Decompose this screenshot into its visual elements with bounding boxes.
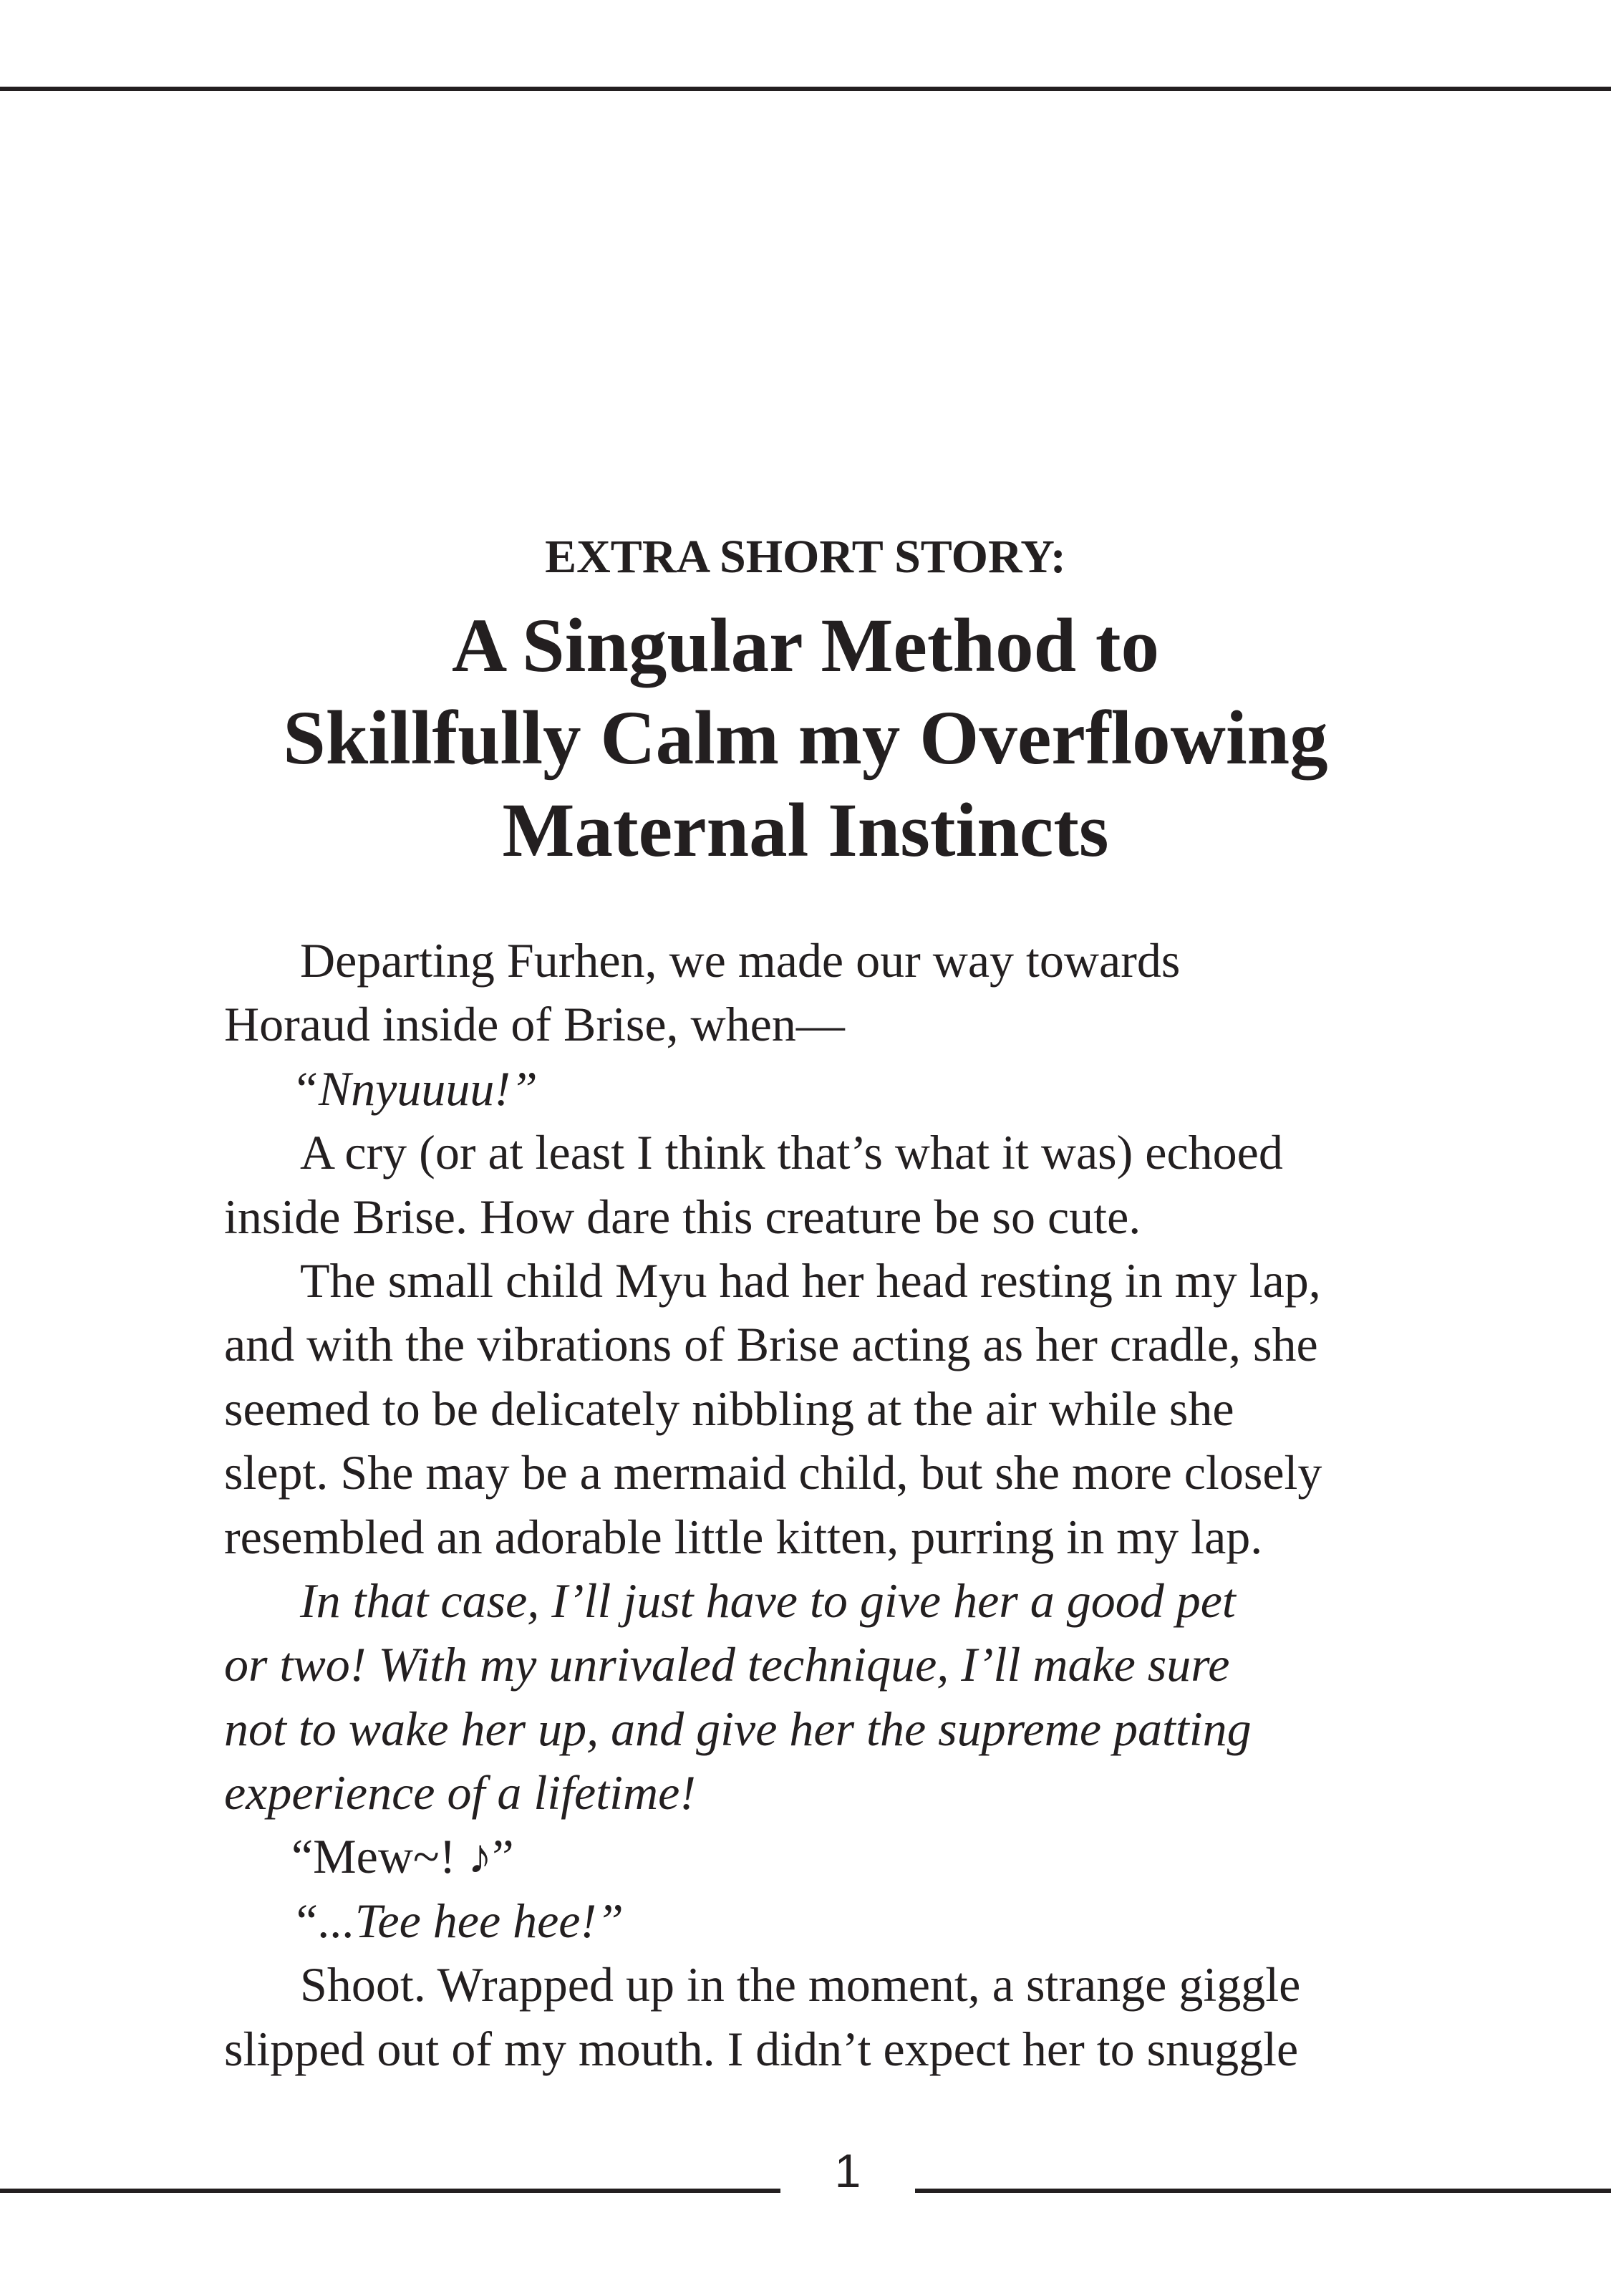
body-line: slipped out of my mouth. I didn’t expect her to snuggle (224, 2021, 1299, 2076)
footer-rule-right (915, 2189, 1611, 2193)
body-line: Departing Furhen, we made our way towards (300, 933, 1181, 988)
title-line: Maternal Instincts (502, 788, 1109, 873)
body-line: seemed to be delicately nibbling at the air while she (224, 1381, 1234, 1436)
thought-line: or two! With my unrivaled technique, I’ll make sure (224, 1637, 1230, 1692)
thought-line: not to wake her up, and give her the supreme patting (224, 1701, 1252, 1756)
dialogue-line: “...Tee hee hee!” (291, 1893, 624, 1948)
body-line: resembled an adorable little kitten, purring in my lap. (224, 1509, 1263, 1564)
page-number: 1 (834, 2144, 861, 2197)
body-line: Horaud inside of Brise, when— (224, 997, 845, 1052)
body-line: A cry (or at least I think that’s what it was) echoed (300, 1125, 1283, 1180)
body-line: The small child Myu had her head resting in my lap, (300, 1253, 1321, 1308)
thought-line: experience of a lifetime! (224, 1765, 696, 1820)
story-title (0, 600, 1611, 877)
body-line: inside Brise. How dare this creature be so cute. (224, 1189, 1141, 1244)
story-body (224, 929, 1484, 2081)
body-line: and with the vibrations of Brise acting as her cradle, she (224, 1317, 1318, 1372)
title-line: A Singular Method to (452, 604, 1159, 688)
dialogue-line: “Nnyuuuu!” (291, 1061, 538, 1116)
thought-line: In that case, I’ll just have to give her a good pet (300, 1573, 1236, 1628)
title-line: Skillfully Calm my Overflowing (283, 696, 1328, 781)
top-rule (0, 87, 1611, 91)
story-label: EXTRA SHORT STORY: (545, 531, 1066, 583)
body-line: Shoot. Wrapped up in the moment, a strange giggle (300, 1957, 1301, 2012)
body-line: slept. She may be a mermaid child, but she more closely (224, 1445, 1322, 1500)
footer-rule-left (0, 2189, 780, 2193)
dialogue-line: “Mew~! ♪” (291, 1829, 514, 1884)
